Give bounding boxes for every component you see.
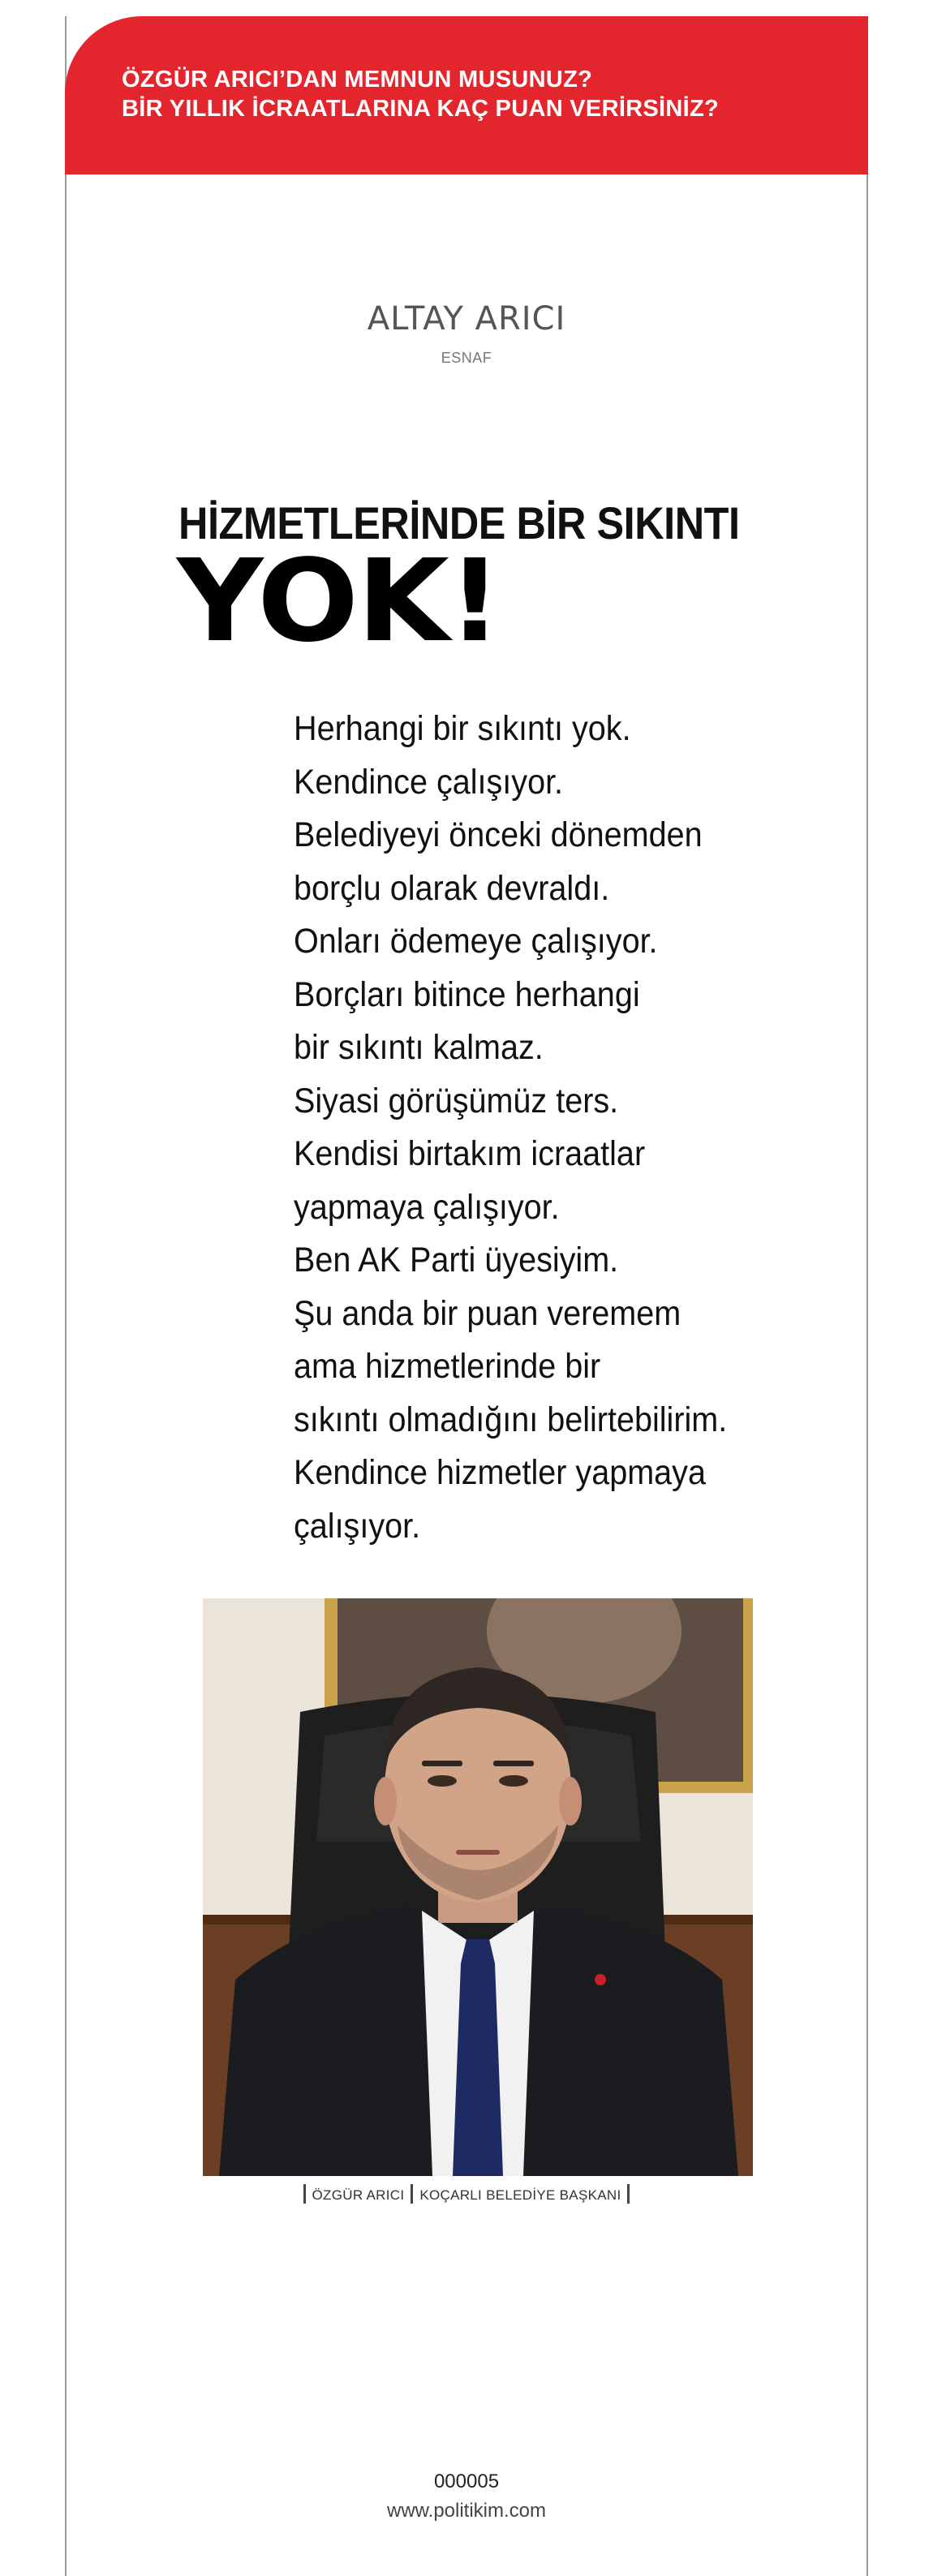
quote-line: Şu anda bir puan veremem [294, 1293, 681, 1333]
caption-divider [303, 2184, 306, 2204]
caption-divider [411, 2184, 413, 2204]
quote-line: Kendince çalışıyor. [294, 762, 564, 802]
quote-line: bir sıkıntı kalmaz. [294, 1028, 544, 1067]
quote-line: Kendince hizmetler yapmaya [294, 1453, 706, 1492]
headline-big: YOK! [177, 535, 501, 668]
quote-line: sıkıntı olmadığını belirtebilirim. [294, 1400, 728, 1439]
quote-line: Borçları bitince herhangi [294, 974, 640, 1014]
page-number: 000005 [433, 2471, 500, 2492]
quote-line: Herhangi bir sıkıntı yok. [294, 709, 631, 748]
banner-question-2: BİR YILLIK İCRAATLARINA KAÇ PUAN VERİRSİNİZ? [122, 96, 720, 122]
mayor-portrait-photo [203, 1598, 753, 2176]
quote-body [294, 703, 727, 1553]
banner-question-1: ÖZGÜR ARICI’DAN MEMNUN MUSUNUZ? [122, 67, 593, 92]
quote-line: borçlu olarak devraldı. [294, 868, 610, 908]
headline-top: HİZMETLERİNDE BİR SIKINTI [178, 497, 740, 548]
quote-line: ama hizmetlerinde bir [294, 1347, 601, 1386]
interviewee-role: ESNAF [441, 350, 492, 366]
caption-divider [627, 2184, 630, 2204]
header-banner [65, 16, 868, 174]
caption-title: KOÇARLI BELEDİYE BAŞKANI [419, 2187, 621, 2203]
quote-line: Onları ödemeye çalışıyor. [294, 922, 658, 961]
quote-line: Ben AK Parti üyesiyim. [294, 1241, 619, 1279]
photo-caption [0, 2184, 933, 2204]
quote-line: Belediyeyi önceki dönemden [294, 815, 703, 854]
caption-name: ÖZGÜR ARICI [312, 2187, 405, 2203]
quote-line: yapmaya çalışıyor. [294, 1187, 560, 1227]
quote-line: Kendisi birtakım icraatlar [294, 1134, 646, 1173]
quote-line: çalışıyor. [294, 1506, 421, 1546]
quote-line: Siyasi görüşümüz ters. [294, 1081, 619, 1120]
interviewee-name: ALTAY ARICI [367, 300, 566, 338]
website-url: www.politikim.com [386, 2500, 547, 2522]
